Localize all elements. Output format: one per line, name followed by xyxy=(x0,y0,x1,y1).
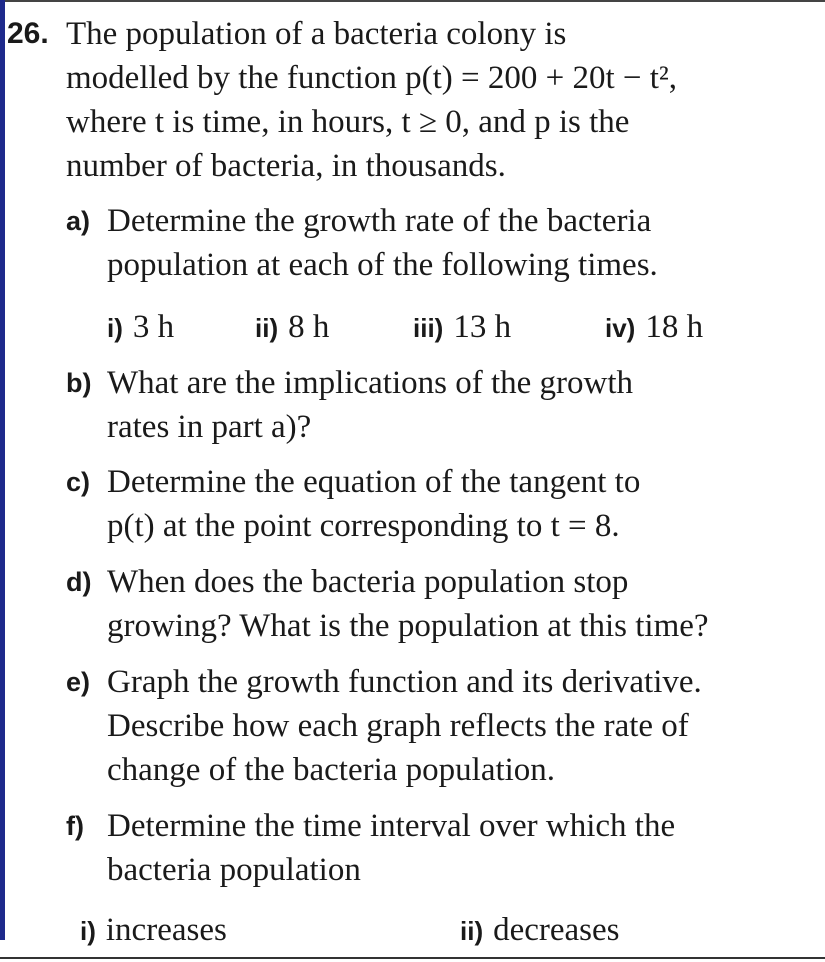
sub-label: iv) xyxy=(605,313,636,343)
part-a-sub-ii xyxy=(255,305,329,350)
sub-text: 3 h xyxy=(132,309,175,345)
stem-line-1: The population of a bacteria colony is xyxy=(66,16,567,52)
part-e-line-2: Describe how each graph reflects the rate of xyxy=(107,708,689,744)
part-b-line-2: rates in part a)? xyxy=(107,409,312,445)
part-f xyxy=(66,804,786,894)
sub-label: i) xyxy=(107,313,123,343)
stem-line-4: number of bacteria, in thousands. xyxy=(66,148,506,184)
part-f-sub-ii xyxy=(460,908,620,953)
part-c-label: c) xyxy=(66,467,91,497)
part-c-text xyxy=(107,460,807,548)
part-e-line-3: change of the bacteria population. xyxy=(107,752,556,788)
sub-label: ii) xyxy=(460,916,484,946)
part-d xyxy=(66,560,786,650)
sub-label: i) xyxy=(80,916,96,946)
part-c-line-2: p(t) at the point corresponding to t = 8. xyxy=(107,508,620,544)
part-a-sub-i xyxy=(107,305,174,350)
part-b xyxy=(66,361,786,451)
stem-line-2: modelled by the function p(t) = 200 + 20t − t², xyxy=(66,60,678,96)
sub-label: ii) xyxy=(255,313,279,343)
sub-text: increases xyxy=(105,912,227,948)
part-c-line-1: Determine the equation of the tangent to xyxy=(107,464,641,500)
part-b-text xyxy=(107,361,807,449)
part-c xyxy=(66,460,786,550)
part-e xyxy=(66,660,786,795)
part-a-sub-iv xyxy=(605,305,703,350)
part-a-line-1: Determine the growth rate of the bacteria xyxy=(107,203,652,239)
part-e-line-1: Graph the growth function and its derivative. xyxy=(107,664,702,700)
sub-text: 13 h xyxy=(453,309,512,345)
top-rule xyxy=(4,0,825,2)
part-f-text xyxy=(107,804,807,892)
part-d-line-2: growing? What is the population at this time? xyxy=(107,608,709,644)
part-e-text xyxy=(107,660,807,792)
sub-label: iii) xyxy=(413,313,444,343)
part-d-line-1: When does the bacteria population stop xyxy=(107,564,629,600)
part-d-text xyxy=(107,560,807,648)
left-margin-bar xyxy=(0,0,5,940)
part-b-label: b) xyxy=(66,368,92,398)
bottom-rule xyxy=(0,957,825,959)
part-a-label: a) xyxy=(66,206,91,236)
part-e-label: e) xyxy=(66,667,91,697)
part-f-line-1: Determine the time interval over which the xyxy=(107,808,676,844)
part-d-label: d) xyxy=(66,567,92,597)
part-a-line-2: population at each of the following times. xyxy=(107,247,658,283)
part-a-text xyxy=(107,199,807,287)
problem-stem xyxy=(66,12,806,188)
sub-text: 18 h xyxy=(645,309,704,345)
stem-line-3: where t is time, in hours, t ≥ 0, and p is the xyxy=(66,104,630,140)
part-f-label: f) xyxy=(66,811,84,841)
sub-text: 8 h xyxy=(288,309,330,345)
part-a-sub-iii xyxy=(413,305,511,350)
part-f-line-2: bacteria population xyxy=(107,852,361,888)
part-f-sub-i xyxy=(80,908,227,953)
sub-text: decreases xyxy=(493,912,620,948)
part-b-line-1: What are the implications of the growth xyxy=(107,365,634,401)
problem-number: 26. xyxy=(7,17,49,50)
